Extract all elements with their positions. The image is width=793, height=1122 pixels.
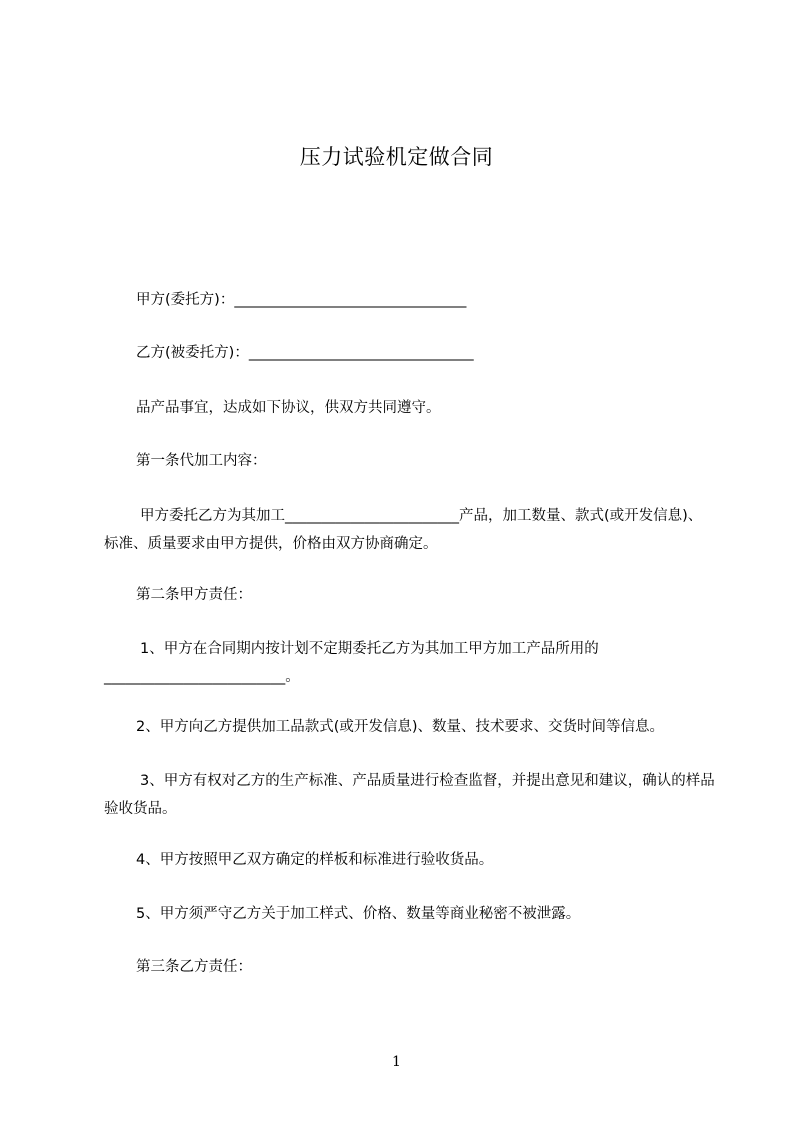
article-2-item-1: 1、甲方在合同期内按计划不定期委托乙方为其加工甲方加工产品所用的_________________________。 [104,641,599,685]
contract-title: 压力试验机定做合同 [299,145,494,169]
article-2-item-2: 2、甲方向乙方提供加工品款式(或开发信息)、数量、技术要求、交货时间等信息。 [136,719,665,735]
party-a-line: 甲方(委托方)：________________________________ [136,292,467,308]
article-1-body: 甲方委托乙方为其加工________________________产品，加工数量、款式(或开发信息)、标准、质量要求由甲方提供，价格由双方协商确定。 [104,508,703,552]
article-2-heading: 第二条甲方责任： [136,587,252,603]
article-3-heading: 第三条乙方责任： [136,959,252,975]
article-2-item-3: 3、甲方有权对乙方的生产标准、产品质量进行检查监督，并提出意见和建议，确认的样品验收货品。 [104,773,715,817]
article-1-heading: 第一条代加工内容： [136,453,267,469]
article-2-item-5: 5、甲方须严守乙方关于加工样式、价格、数量等商业秘密不被泄露。 [136,906,581,922]
page-number: 1 [392,1054,401,1070]
article-2-item-4: 4、甲方按照甲乙双方确定的样板和标准进行验收货品。 [136,852,494,868]
intro-paragraph: 品产品事宜，达成如下协议，供双方共同遵守。 [136,400,441,416]
party-b-line: 乙方(被委托方)：_______________________________ [136,345,474,361]
